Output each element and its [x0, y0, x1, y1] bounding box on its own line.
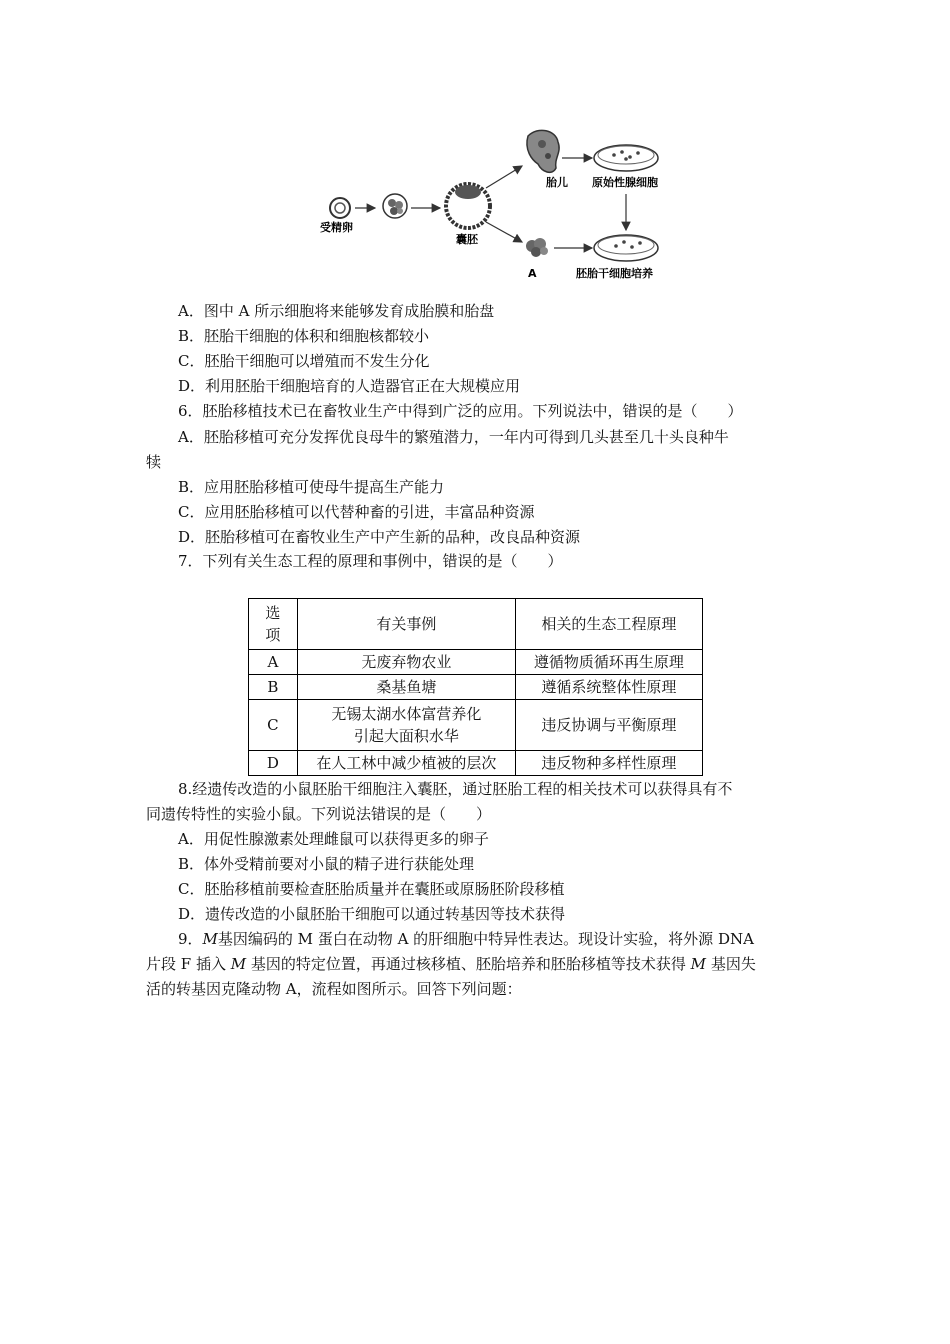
q5-option-a: A．图中 A 所示细胞将来能够发育成胎膜和胎盘 — [178, 302, 495, 320]
q9-stem-line2: 片段 F 插入 M 基因的特定位置，再通过核移植、胚胎培养和胚胎移植等技术获得 M 基因失 — [146, 955, 756, 973]
cell-option: A — [249, 650, 298, 675]
blastocyst-cell — [446, 184, 490, 228]
cell-example: 在人工林中减少植被的层次 — [297, 751, 515, 776]
table-row — [249, 751, 703, 776]
header-example: 有关事例 — [297, 599, 515, 650]
petri-dish-es-culture — [594, 235, 658, 261]
cell-principle: 违反协调与平衡原理 — [515, 700, 702, 751]
q6-option-a: A．胚胎移植可充分发挥优良母牛的繁殖潜力，一年内可得到几头甚至几十头良种牛 — [178, 428, 729, 446]
q6-option-a-cont: 犊 — [146, 453, 162, 471]
zygote-cell — [330, 198, 350, 218]
table-row — [249, 650, 703, 675]
label-zygote: 受精卵 — [320, 221, 353, 234]
label-germ-cells: 原始性腺细胞 — [592, 176, 658, 189]
cell-principle: 遵循系统整体性原理 — [515, 675, 702, 700]
cell-option: B — [249, 675, 298, 700]
cell-option: C — [249, 700, 298, 751]
q8-option-c: C．胚胎移植前要检查胚胎质量并在囊胚或原肠胚阶段移植 — [178, 880, 565, 898]
header-option: 选 项 — [249, 599, 298, 650]
q9-stem-line1: 9．M基因编码的 M 蛋白在动物 A 的肝细胞中特异性表达。现设计实验，将外源 DNA — [178, 930, 754, 948]
header-principle: 相关的生态工程原理 — [515, 599, 702, 650]
q8-stem: 8.经遗传改造的小鼠胚胎干细胞注入囊胚，通过胚胎工程的相关技术可以获得具有不 — [178, 780, 733, 798]
q5-option-c: C．胚胎干细胞可以增殖而不发生分化 — [178, 352, 430, 370]
petri-dish-germ-cells — [594, 145, 658, 171]
q8-option-d: D．遗传改造的小鼠胚胎干细胞可以通过转基因等技术获得 — [178, 905, 566, 923]
cell-principle: 遵循物质循环再生原理 — [515, 650, 702, 675]
q8-stem-cont: 同遗传特性的实验小鼠。下列说法错误的是（ ） — [146, 805, 492, 823]
q7-stem: 7．下列有关生态工程的原理和事例中，错误的是（ ） — [178, 552, 563, 570]
q5-option-d: D．利用胚胎干细胞培育的人造器官正在大规模应用 — [178, 377, 521, 395]
arrow-blastocyst-fetus — [486, 166, 522, 188]
cell-example: 无锡太湖水体富营养化 引起大面积水华 — [297, 700, 515, 751]
q5-option-b: B．胚胎干细胞的体积和细胞核都较小 — [178, 327, 430, 345]
label-fetus: 胎儿 — [546, 176, 568, 189]
cell-option: D — [249, 751, 298, 776]
table-row — [249, 700, 703, 751]
inner-cell-mass-a — [526, 238, 548, 257]
q6-option-c: C．应用胚胎移植可以代替种畜的引进，丰富品种资源 — [178, 503, 535, 521]
table-row — [249, 675, 703, 700]
cell-example: 桑基鱼塘 — [297, 675, 515, 700]
morula-cell — [383, 194, 407, 218]
q6-option-b: B．应用胚胎移植可使母牛提高生产能力 — [178, 478, 445, 496]
q6-option-d: D．胚胎移植可在畜牧业生产中产生新的品种，改良品种资源 — [178, 528, 581, 546]
embryo-diagram — [310, 122, 670, 292]
label-blastocyst: 囊胚 — [456, 233, 478, 246]
fetus-figure — [527, 130, 559, 172]
cell-example: 无废弃物农业 — [297, 650, 515, 675]
q6-stem: 6．胚胎移植技术已在畜牧业生产中得到广泛的应用。下列说法中，错误的是（ ） — [178, 402, 743, 420]
table-header-row — [249, 599, 703, 650]
q7-table — [248, 598, 703, 776]
arrow-blastocyst-a — [486, 222, 522, 242]
q9-stem-line3: 活的转基因克隆动物 A，流程如图所示。回答下列问题： — [146, 980, 522, 998]
cell-principle: 违反物种多样性原理 — [515, 751, 702, 776]
q8-option-a: A．用促性腺激素处理雌鼠可以获得更多的卵子 — [178, 830, 489, 848]
label-es-culture: 胚胎干细胞培养 — [576, 267, 653, 280]
q8-option-b: B．体外受精前要对小鼠的精子进行获能处理 — [178, 855, 475, 873]
label-a: A — [528, 267, 537, 280]
